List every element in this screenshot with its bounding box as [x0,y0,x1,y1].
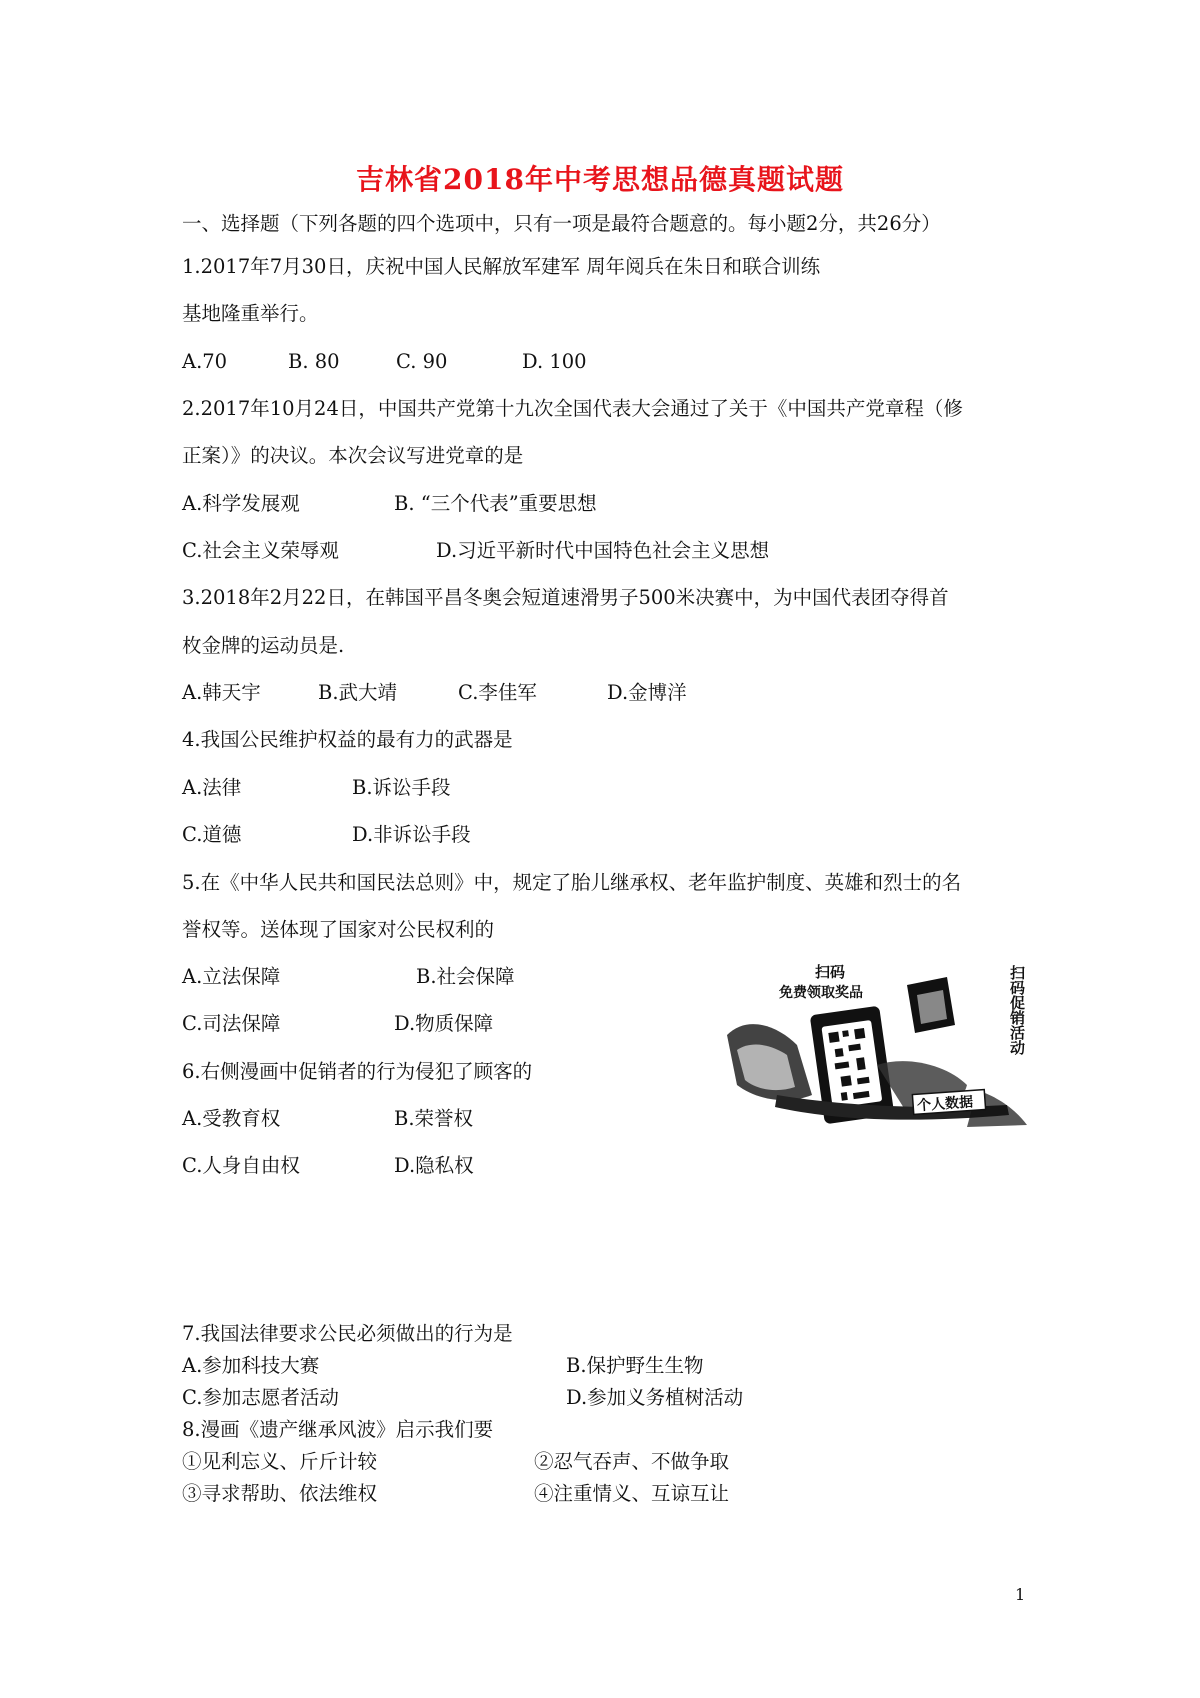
question-8-option-3: ③寻求帮助、依法维权 [182,1482,378,1505]
question-2-option-b: B. “三个代表”重要思想 [394,492,597,515]
page-number: 1 [1015,1585,1026,1604]
question-8-option-1: ①见利忘义、斤斤计较 [182,1450,378,1473]
question-7-option-a: A.参加科技大赛 [182,1354,320,1377]
question-1-stem-line-1: 1.2017年7月30日，庆祝中国人民解放军建军 周年阅兵在朱日和联合训练 [182,255,821,278]
question-3-stem-line-2: 枚金牌的运动员是. [182,634,345,657]
question-8-option-2: ②忍气吞声、不做争取 [534,1450,730,1473]
question-2-option-c: C.社会主义荣辱观 [182,539,339,562]
question-6-option-c: C.人身自由权 [182,1154,300,1177]
question-5-stem-line-2: 誉权等。送体现了国家对公民权利的 [182,918,495,941]
cartoon-caption-free-prize: 免费领取奖品 [779,985,863,1001]
question-6-option-d: D.隐私权 [394,1154,474,1177]
cartoon-caption-personal-data: 个人数据 [916,1094,974,1115]
question-1-option-a: A.70 [182,350,228,373]
question-1-option-d: D. 100 [522,350,587,373]
question-7-stem: 7.我国法律要求公民必须做出的行为是 [182,1322,513,1345]
question-3-option-d: D.金博洋 [607,681,687,704]
question-6-option-a: A.受教育权 [182,1107,281,1130]
question-7-option-c: C.参加志愿者活动 [182,1386,339,1409]
question-4-option-b: B.诉讼手段 [352,776,451,799]
question-2-option-a: A.科学发展观 [182,492,300,515]
question-2-stem-line-1: 2.2017年10月24日，中国共产党第十九次全国代表大会通过了关于《中国共产党章程（修 [182,397,963,420]
cartoon-illustration [717,955,1033,1133]
question-6-stem: 6.右侧漫画中促销者的行为侵犯了顾客的 [182,1060,533,1083]
question-2-option-d: D.习近平新时代中国特色社会主义思想 [436,539,770,562]
question-4-option-c: C.道德 [182,823,242,846]
question-3-option-c: C.李佳军 [458,681,537,704]
cartoon-caption-side: 扫码促销活动 [1008,965,1026,1055]
question-1-option-c: C. 90 [396,350,448,373]
question-4-option-a: A.法律 [182,776,242,799]
question-5-option-d: D.物质保障 [394,1012,494,1035]
question-7-option-d: D.参加义务植树活动 [566,1386,744,1409]
question-6-option-b: B.荣誉权 [394,1107,474,1130]
question-5-option-b: B.社会保障 [416,965,515,988]
question-3-option-a: A.韩天宇 [182,681,261,704]
document-title: 吉林省2018年中考思想品德真题试题 [356,163,844,196]
question-2-stem-line-2: 正案）》的决议。本次会议写进党章的是 [182,444,524,467]
cartoon-caption-scan: 扫码 [815,963,846,981]
question-5-stem-line-1: 5.在《中华人民共和国民法总则》中，规定了胎儿继承权、老年监护制度、英雄和烈士的名 [182,871,962,894]
question-1-option-b: B. 80 [288,350,340,373]
question-3-option-b: B.武大靖 [318,681,398,704]
section-heading: 一、选择题（下列各题的四个选项中，只有一项是最符合题意的。每小题2分，共26分） [182,212,941,235]
question-3-stem-line-1: 3.2018年2月22日，在韩国平昌冬奥会短道速滑男子500米决赛中，为中国代表团夺得首 [182,586,949,609]
question-5-option-a: A.立法保障 [182,965,281,988]
question-4-stem: 4.我国公民维护权益的最有力的武器是 [182,728,513,751]
question-7-option-b: B.保护野生生物 [566,1354,704,1377]
question-8-stem: 8.漫画《遗产继承风波》启示我们要 [182,1418,494,1441]
question-4-option-d: D.非诉讼手段 [352,823,471,846]
question-8-option-4: ④注重情义、互谅互让 [534,1482,730,1505]
question-1-stem-line-2: 基地隆重举行。 [182,302,319,325]
question-5-option-c: C.司法保障 [182,1012,281,1035]
